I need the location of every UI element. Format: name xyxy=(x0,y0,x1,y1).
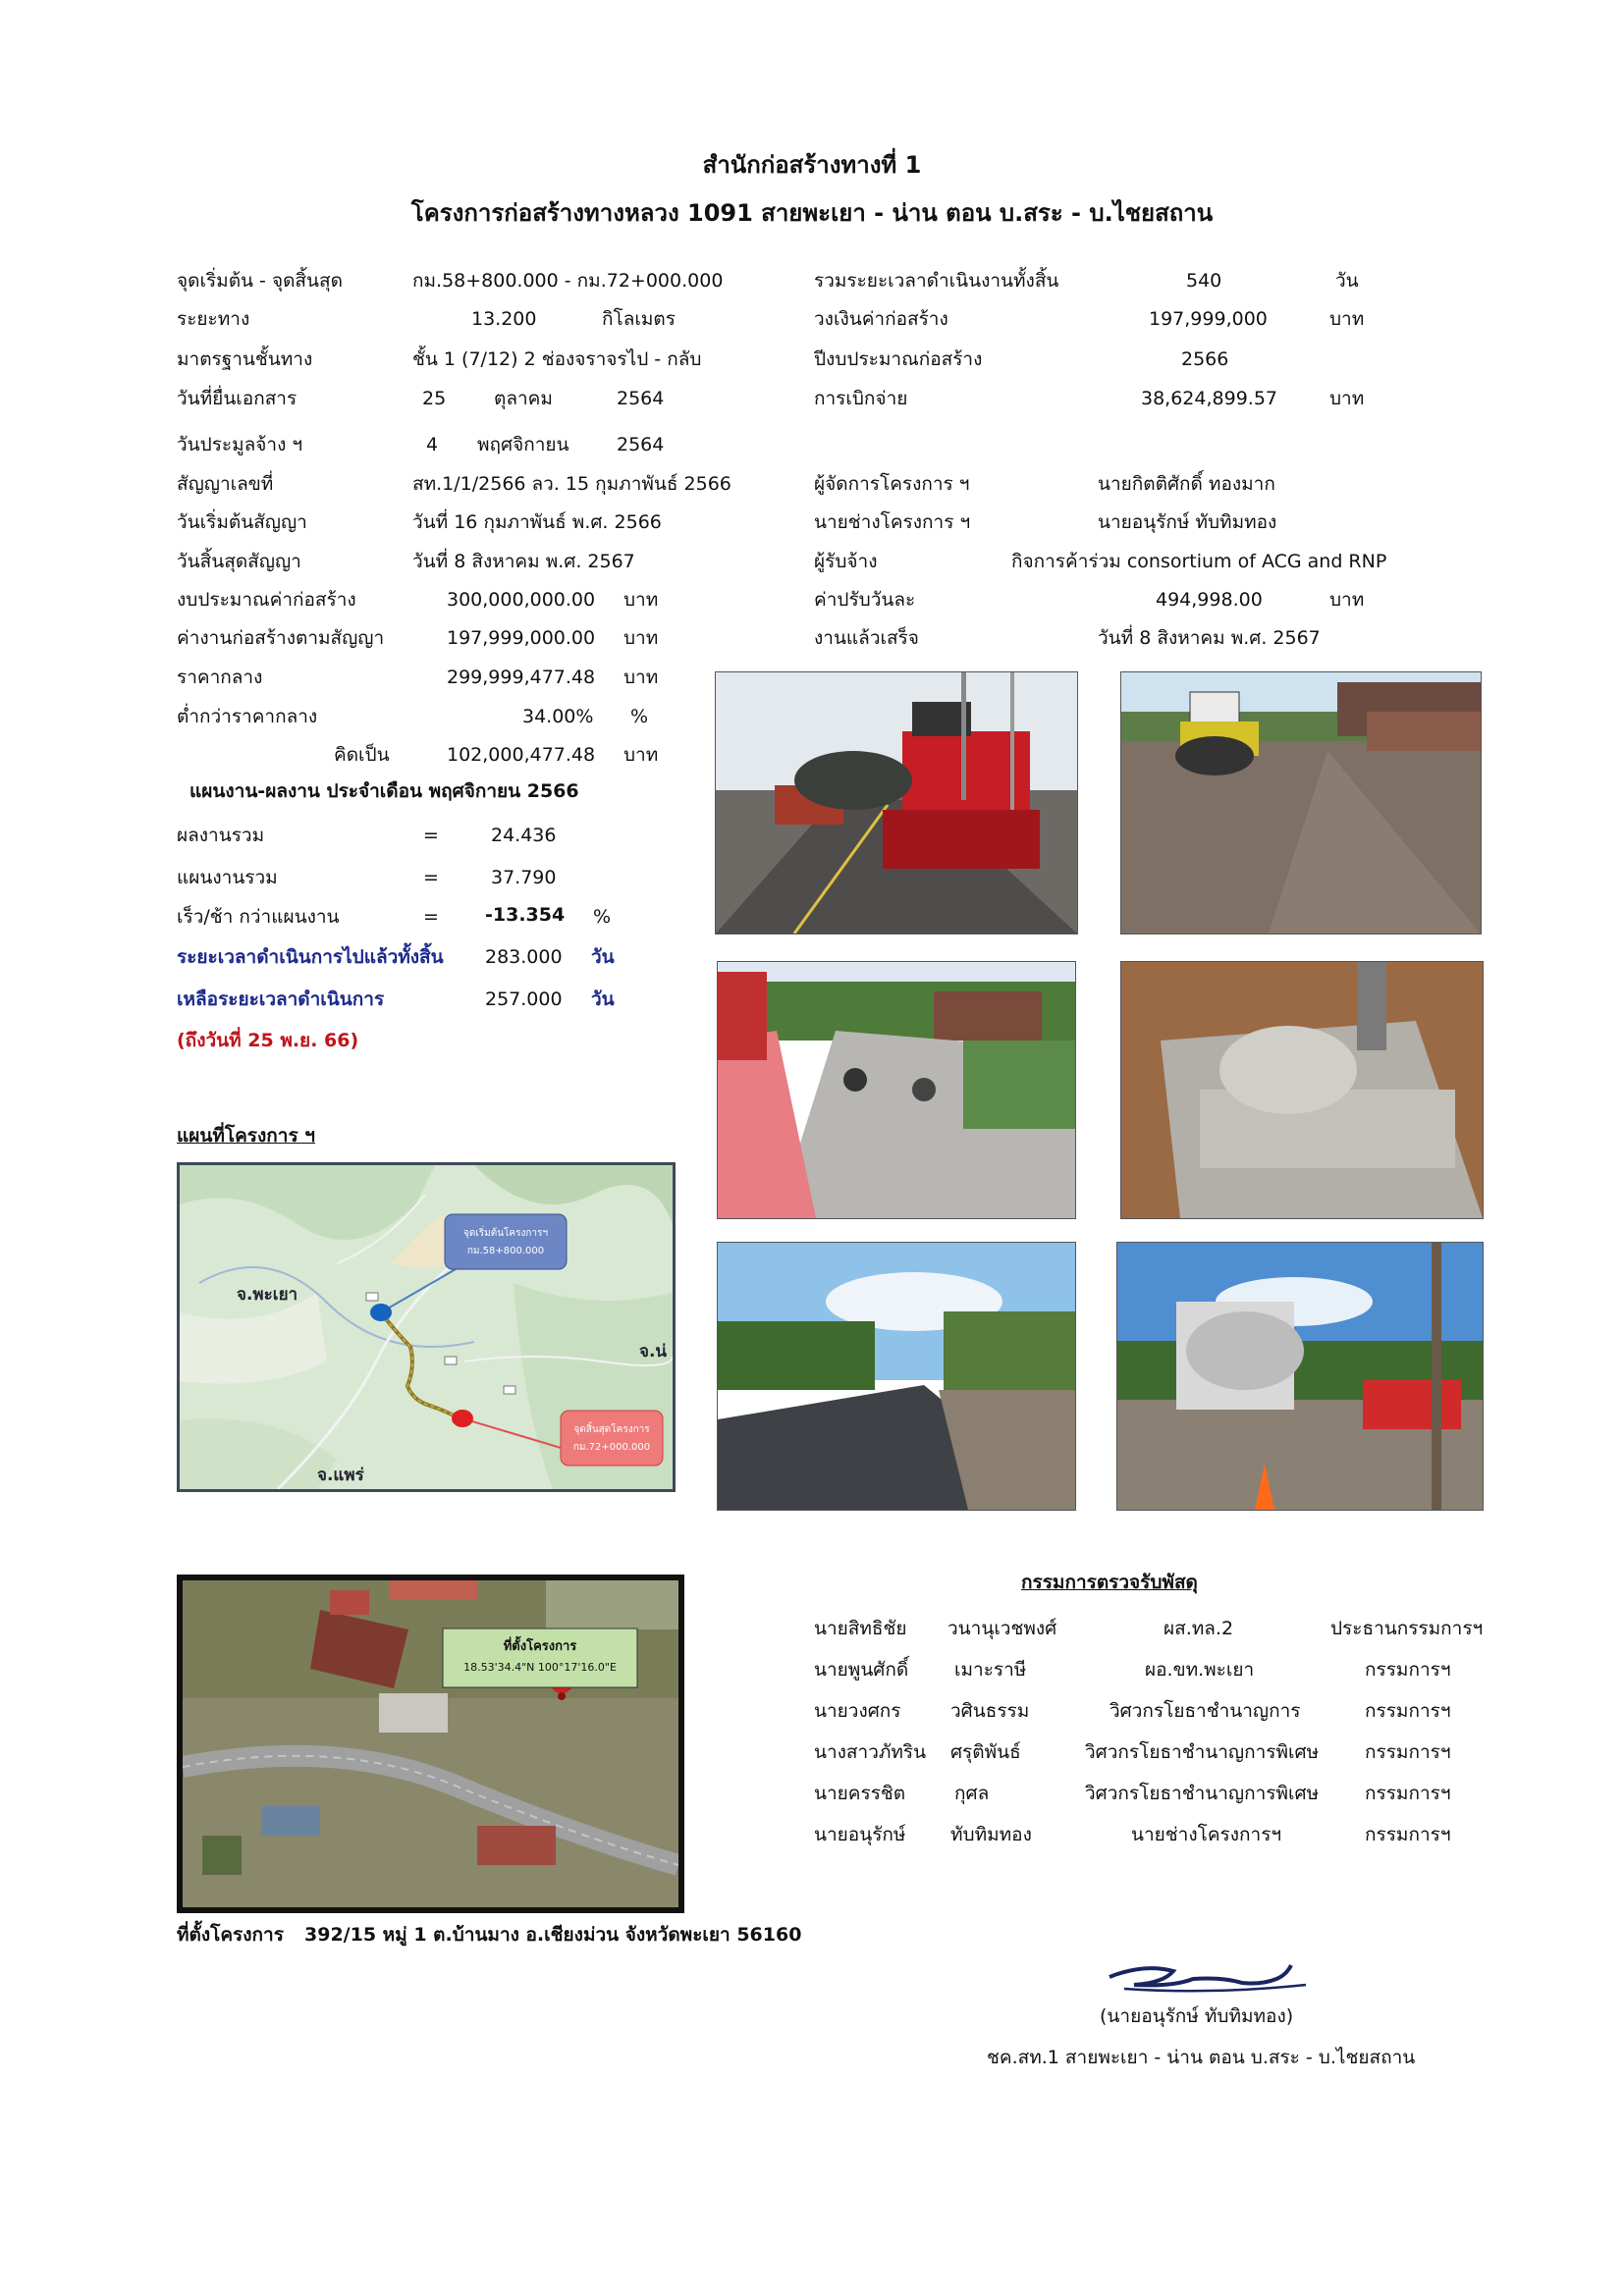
progress-elapsed-label: ระยะเวลาดำเนินการไปแล้วทั้งสิ้น xyxy=(177,946,444,968)
member-first-name: นางสาวภัทริน xyxy=(814,1741,927,1763)
office-title: สำนักก่อสร้างทางที่ 1 xyxy=(702,151,922,179)
member-position: ผอ.ขท.พะเยา xyxy=(1145,1659,1255,1681)
member-first-name: นายครรชิต xyxy=(814,1783,906,1804)
label-disbursement: การเบิกจ่าย xyxy=(814,388,908,409)
value-disbursement: 38,624,899.57 xyxy=(1141,388,1278,409)
progress-heading: แผนงาน-ผลงาน ประจำเดือน พฤศจิกายน 2566 xyxy=(189,780,579,802)
progress-as-of: (ถึงวันที่ 25 พ.ย. 66) xyxy=(177,1030,359,1051)
member-first-name: นายพูนศักดิ์ xyxy=(814,1659,909,1681)
progress-diff-eq: = xyxy=(423,906,439,928)
site-satellite-graphic xyxy=(183,1580,678,1907)
progress-actual-value: 24.436 xyxy=(491,825,557,846)
label-standard: มาตรฐานชั้นทาง xyxy=(177,348,313,370)
auction-date-month: พฤศจิกายน xyxy=(477,434,569,455)
map-label-phrae: จ.แพร่ xyxy=(317,1466,364,1485)
photo-drainage-box xyxy=(1120,961,1484,1219)
value-standard: ชั้น 1 (7/12) 2 ช่องจราจรไป - กลับ xyxy=(412,348,702,370)
label-daily-penalty: ค่าปรับวันละ xyxy=(814,589,916,611)
project-map xyxy=(177,1162,676,1492)
value-equals: 102,000,477.48 xyxy=(447,744,596,766)
member-role: กรรมการฯ xyxy=(1365,1824,1451,1845)
label-contract-no: สัญญาเลขที่ xyxy=(177,473,274,495)
label-start-end: จุดเริ่มต้น - จุดสิ้นสุด xyxy=(177,270,343,292)
label-project-manager: ผู้จัดการโครงการ ฯ xyxy=(814,473,970,495)
value-distance: 13.200 xyxy=(471,308,537,330)
label-contract-end: วันสิ้นสุดสัญญา xyxy=(177,551,301,572)
doc-date-day: 25 xyxy=(422,388,447,409)
member-last-name: วนานุเวชพงศ์ xyxy=(947,1618,1057,1639)
value-budget: 300,000,000.00 xyxy=(447,589,596,611)
member-position: วิศวกรโยธาชำนาญการ xyxy=(1110,1700,1301,1722)
label-total-duration: รวมระยะเวลาดำเนินงานทั้งสิ้น xyxy=(814,270,1059,292)
unit-below-median: % xyxy=(630,706,649,727)
unit-distance: กิโลเมตร xyxy=(602,308,676,330)
member-role: กรรมการฯ xyxy=(1365,1659,1451,1681)
member-position: วิศวกรโยธาชำนาญการพิเศษ xyxy=(1085,1741,1320,1763)
value-fiscal-year: 2566 xyxy=(1181,348,1229,370)
member-position: วิศวกรโยธาชำนาญการพิเศษ xyxy=(1085,1783,1320,1804)
site-callout-coords: 18.53'34.4"N 100°17'16.0"E xyxy=(463,1661,617,1674)
auction-date-year: 2564 xyxy=(617,434,665,455)
auction-date-day: 4 xyxy=(426,434,439,455)
value-contract-no: สท.1/1/2566 ลว. 15 กุมภาพันธ์ 2566 xyxy=(412,473,731,495)
signer-position: ชค.สท.1 สายพะเยา - น่าน ตอน บ.สระ - บ.ไชยสถาน xyxy=(987,2047,1416,2068)
label-auction-date: วันประมูลจ้าง ฯ xyxy=(177,434,303,455)
label-contractor: ผู้รับจ้าง xyxy=(814,551,878,572)
photo-milling-machine xyxy=(715,671,1078,934)
value-below-median: 34.00% xyxy=(522,706,594,727)
map-end-callout-title: จุดสิ้นสุดโครงการ xyxy=(573,1424,650,1435)
unit-median-price: บาท xyxy=(623,667,659,688)
member-last-name: ทับทิมทอง xyxy=(950,1824,1032,1845)
photo-asphalt-road xyxy=(717,1242,1076,1511)
value-project-engineer: นายอนุรักษ์ ทับทิมทอง xyxy=(1098,511,1277,533)
label-equals: คิดเป็น xyxy=(334,744,390,766)
label-project-engineer: นายช่างโครงการ ฯ xyxy=(814,511,971,533)
map-label-phayao: จ.พะเยา xyxy=(237,1285,298,1305)
site-satellite-map xyxy=(177,1575,684,1913)
signer-name: (นายอนุรักษ์ ทับทิมทอง) xyxy=(1100,2005,1294,2027)
address-value: 392/15 หมู่ 1 ต.บ้านมาง อ.เชียงม่วน จังหวัดพะเยา 56160 xyxy=(304,1924,802,1946)
map-label-nan: จ.น่ xyxy=(639,1342,668,1362)
member-role: กรรมการฯ xyxy=(1365,1741,1451,1763)
committee-heading: กรรมการตรวจรับพัสดุ xyxy=(1021,1572,1198,1593)
progress-plan-value: 37.790 xyxy=(491,867,557,888)
value-contract-value: 197,999,000.00 xyxy=(447,627,596,649)
progress-diff-value: -13.354 xyxy=(485,904,566,926)
value-contract-end: วันที่ 8 สิงหาคม พ.ศ. 2567 xyxy=(412,551,635,572)
site-callout-title: ที่ตั้งโครงการ xyxy=(503,1639,577,1654)
photo-road-roller xyxy=(1120,671,1482,934)
value-construction-amount: 197,999,000 xyxy=(1149,308,1268,330)
address-label: ที่ตั้งโครงการ xyxy=(177,1924,284,1946)
value-completion: วันที่ 8 สิงหาคม พ.ศ. 2567 xyxy=(1098,627,1321,649)
value-start-end: กม.58+800.000 - กม.72+000.000 xyxy=(412,270,724,292)
value-total-duration: 540 xyxy=(1186,270,1222,292)
progress-diff-label: เร็ว/ช้า กว่าแผนงาน xyxy=(177,906,340,928)
label-median-price: ราคากลาง xyxy=(177,667,263,688)
member-role: ประธานกรรมการฯ xyxy=(1330,1618,1484,1639)
label-fiscal-year: ปีงบประมาณก่อสร้าง xyxy=(814,348,983,370)
member-role: กรรมการฯ xyxy=(1365,1783,1451,1804)
doc-date-year: 2564 xyxy=(617,388,665,409)
map-heading: แผนที่โครงการ ฯ xyxy=(177,1125,315,1147)
photo-concrete-truck xyxy=(1116,1242,1484,1511)
progress-plan-eq: = xyxy=(423,867,439,888)
progress-remaining-label: เหลือระยะเวลาดำเนินการ xyxy=(177,988,385,1010)
map-end-callout-km: กม.72+000.000 xyxy=(572,1442,651,1453)
member-position: ผส.ทล.2 xyxy=(1164,1618,1234,1639)
progress-remaining-value: 257.000 xyxy=(485,988,563,1010)
signature-scribble xyxy=(1105,1955,1311,2000)
member-last-name: วศินธรรม xyxy=(950,1700,1030,1722)
progress-remaining-unit: วัน xyxy=(591,988,615,1010)
progress-diff-unit: % xyxy=(593,906,612,928)
map-start-callout-km: กม.58+800.000 xyxy=(466,1246,545,1256)
unit-daily-penalty: บาท xyxy=(1329,589,1365,611)
progress-elapsed-unit: วัน xyxy=(591,946,615,968)
member-first-name: นายวงศกร xyxy=(814,1700,901,1722)
label-construction-amount: วงเงินค่าก่อสร้าง xyxy=(814,308,948,330)
member-role: กรรมการฯ xyxy=(1365,1700,1451,1722)
member-first-name: นายสิทธิชัย xyxy=(814,1618,907,1639)
progress-elapsed-value: 283.000 xyxy=(485,946,563,968)
member-last-name: กุศล xyxy=(954,1783,990,1804)
member-last-name: ศรุติพันธ์ xyxy=(950,1741,1021,1763)
member-first-name: นายอนุรักษ์ xyxy=(814,1824,906,1845)
label-contract-start: วันเริ่มต้นสัญญา xyxy=(177,511,307,533)
progress-actual-label: ผลงานรวม xyxy=(177,825,265,846)
value-contract-start: วันที่ 16 กุมภาพันธ์ พ.ศ. 2566 xyxy=(412,511,662,533)
unit-total-duration: วัน xyxy=(1335,270,1359,292)
label-contract-value: ค่างานก่อสร้างตามสัญญา xyxy=(177,627,385,649)
label-budget: งบประมาณค่าก่อสร้าง xyxy=(177,589,356,611)
label-doc-date: วันที่ยื่นเอกสาร xyxy=(177,388,298,409)
unit-equals: บาท xyxy=(623,744,659,766)
label-below-median: ต่ำกว่าราคากลาง xyxy=(177,706,318,727)
unit-contract-value: บาท xyxy=(623,627,659,649)
map-start-callout-title: จุดเริ่มต้นโครงการฯ xyxy=(462,1228,549,1239)
progress-actual-eq: = xyxy=(423,825,439,846)
member-position: นายช่างโครงการฯ xyxy=(1131,1824,1282,1845)
value-median-price: 299,999,477.48 xyxy=(447,667,596,688)
project-title: โครงการก่อสร้างทางหลวง 1091 สายพะเยา - น่าน ตอน บ.สระ - บ.ไชยสถาน xyxy=(410,199,1214,227)
value-daily-penalty: 494,998.00 xyxy=(1156,589,1263,611)
label-completion: งานแล้วเสร็จ xyxy=(814,627,919,649)
unit-budget: บาท xyxy=(623,589,659,611)
label-distance: ระยะทาง xyxy=(177,308,250,330)
unit-construction-amount: บาท xyxy=(1329,308,1365,330)
value-project-manager: นายกิตติศักดิ์ ทองมาก xyxy=(1098,473,1275,495)
photo-concrete-workers xyxy=(717,961,1076,1219)
unit-disbursement: บาท xyxy=(1329,388,1365,409)
member-last-name: เมาะราษี xyxy=(954,1659,1027,1681)
value-contractor: กิจการค้าร่วม consortium of ACG and RNP xyxy=(1011,551,1387,572)
doc-date-month: ตุลาคม xyxy=(494,388,553,409)
progress-plan-label: แผนงานรวม xyxy=(177,867,278,888)
